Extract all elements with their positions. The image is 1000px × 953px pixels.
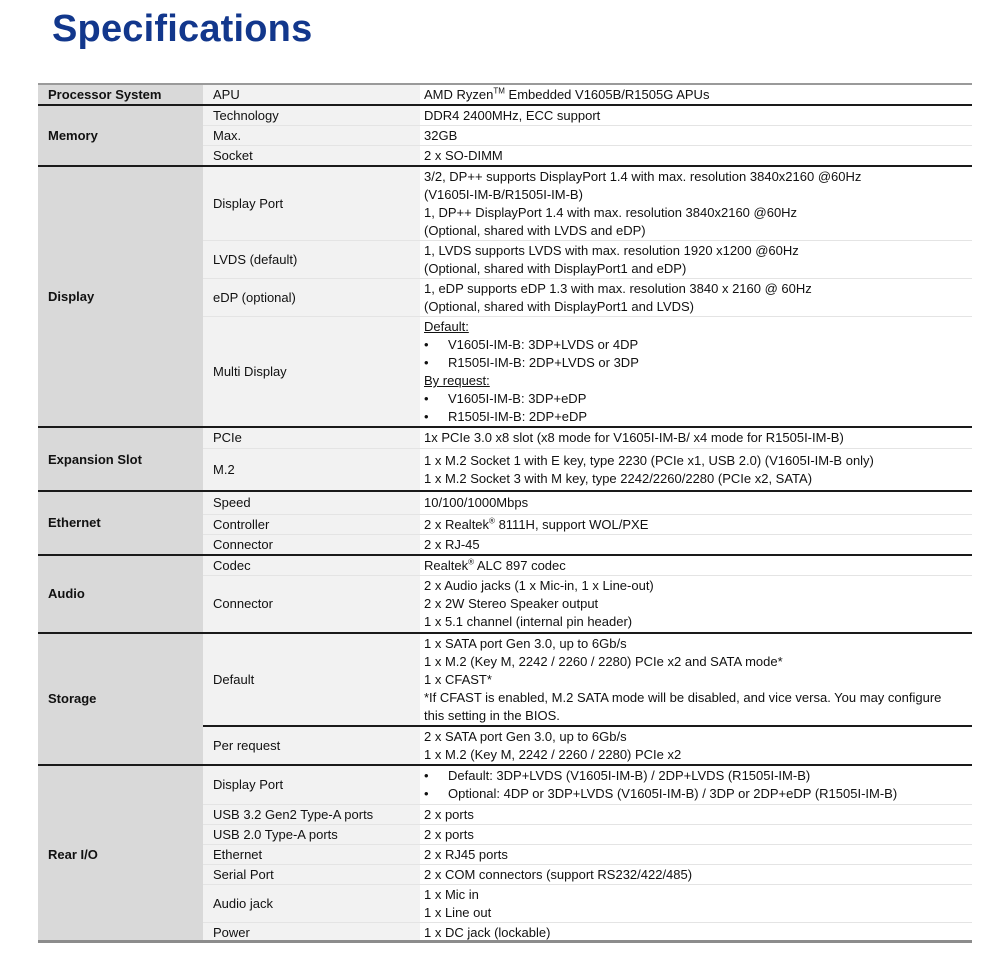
category-storage: Storage xyxy=(38,633,203,765)
bullet-icon: • xyxy=(424,355,429,370)
value-line: 2 x SATA port Gen 3.0, up to 6Gb/s xyxy=(424,728,627,744)
spec-value xyxy=(420,555,972,576)
value-line: 1 x CFAST* xyxy=(424,671,492,687)
spec-label-apu: APU xyxy=(203,84,420,105)
spec-label: USB 2.0 Type-A ports xyxy=(203,825,420,845)
value-line: 1, LVDS supports LVDS with max. resolution 1920 x1200 @60Hz xyxy=(424,243,799,258)
table-row-expansion-pcie xyxy=(38,427,972,448)
spec-value xyxy=(420,514,972,534)
value-line: 1, eDP supports eDP 1.3 with max. resolution 3840 x 2160 @ 60Hz xyxy=(424,281,812,296)
value-line: 1, DP++ DisplayPort 1.4 with max. resolution 3840x2160 @60Hz xyxy=(424,205,798,220)
spec-value: 32GB xyxy=(420,126,972,146)
value-line: 1 x Mic in xyxy=(424,887,479,902)
value-line: (Optional, shared with LVDS and eDP) xyxy=(424,223,646,238)
spec-label: Socket xyxy=(203,146,420,167)
spec-label: Technology xyxy=(203,105,420,126)
spec-value xyxy=(420,279,972,317)
spec-value: 10/100/1000Mbps xyxy=(420,491,972,514)
spec-label: PCIe xyxy=(203,427,420,448)
category-processor-system: Processor System xyxy=(38,84,203,105)
category-audio: Audio xyxy=(38,555,203,633)
spec-value: 2 x ports xyxy=(420,825,972,845)
bullet-text: V1605I-IM-B: 3DP+LVDS or 4DP xyxy=(448,337,639,352)
page-title: Specifications xyxy=(52,8,313,50)
value-text: Realtek xyxy=(424,557,469,573)
value-line: this setting in the BIOS. xyxy=(424,707,560,723)
bullet-text: V1605I-IM-B: 3DP+eDP xyxy=(448,391,587,406)
by-request-heading: By request: xyxy=(424,373,490,388)
category-display: Display xyxy=(38,166,203,427)
spec-label: eDP (optional) xyxy=(203,279,420,317)
spec-value xyxy=(420,885,972,923)
value-line: 2 x 2W Stereo Speaker output xyxy=(424,596,599,612)
table-row-display-port xyxy=(38,166,972,241)
bullet-item xyxy=(424,785,962,803)
value-text-rest: 8111H, support WOL/PXE xyxy=(494,516,649,532)
bullet-text: Default: 3DP+LVDS (V1605I-IM-B) / 2DP+LVDS (R1505I-IM-B) xyxy=(448,768,811,784)
bullet-text: R1505I-IM-B: 2DP+LVDS or 3DP xyxy=(448,355,639,370)
value-line: 3/2, DP++ supports DisplayPort 1.4 with max. resolution 3840x2160 @60Hz xyxy=(424,169,862,184)
spec-value: 1x PCIe 3.0 x8 slot (x8 mode for V1605I-IM-B/ x4 mode for R1505I-IM-B) xyxy=(420,427,972,448)
spec-label: Per request xyxy=(203,726,420,765)
spec-label: Controller xyxy=(203,514,420,534)
category-rear-io: Rear I/O xyxy=(38,765,203,943)
bullet-item xyxy=(424,390,962,408)
table-row-processor-apu xyxy=(38,84,972,105)
spec-value xyxy=(420,726,972,765)
value-line: 1 x 5.1 channel (internal pin header) xyxy=(424,614,633,630)
value-line: 1 x M.2 (Key M, 2242 / 2260 / 2280) PCIe x2 xyxy=(424,746,682,762)
value-line: 1 x M.2 (Key M, 2242 / 2260 / 2280) PCIe x2 and SATA mode* xyxy=(424,653,783,669)
spec-value xyxy=(420,241,972,279)
value-line: (Optional, shared with DisplayPort1 and eDP) xyxy=(424,261,687,276)
value-line: (Optional, shared with DisplayPort1 and LVDS) xyxy=(424,299,694,314)
default-heading: Default: xyxy=(424,319,469,334)
table-row-audio-codec xyxy=(38,555,972,576)
bullet-item xyxy=(424,767,962,785)
spec-value: 2 x COM connectors (support RS232/422/485) xyxy=(420,865,972,885)
spec-label: Display Port xyxy=(203,166,420,241)
bullet-item xyxy=(424,354,962,372)
bullet-icon: • xyxy=(424,409,429,424)
spec-label: Display Port xyxy=(203,765,420,805)
value-line: 2 x Audio jacks (1 x Mic-in, 1 x Line-out) xyxy=(424,578,654,594)
spec-value: 2 x RJ-45 xyxy=(420,534,972,555)
bullet-icon: • xyxy=(424,391,429,406)
bullet-icon: • xyxy=(424,337,429,352)
spec-value-apu xyxy=(420,84,972,105)
value-line: *If CFAST is enabled, M.2 SATA mode will be disabled, and vice versa. You may configure xyxy=(424,689,942,705)
spec-label: Power xyxy=(203,923,420,943)
spec-label: USB 3.2 Gen2 Type-A ports xyxy=(203,805,420,825)
table-row-ethernet-speed xyxy=(38,491,972,514)
table-row-rear-display-port xyxy=(38,765,972,805)
spec-value xyxy=(420,166,972,241)
spec-value: 2 x ports xyxy=(420,805,972,825)
value-text-rest: ALC 897 codec xyxy=(473,557,566,573)
spec-label: Serial Port xyxy=(203,865,420,885)
category-ethernet: Ethernet xyxy=(38,491,203,555)
value-line: 1 x Line out xyxy=(424,905,492,920)
spec-value: DDR4 2400MHz, ECC support xyxy=(420,105,972,126)
category-expansion-slot: Expansion Slot xyxy=(38,427,203,491)
bullet-text: R1505I-IM-B: 2DP+eDP xyxy=(448,409,588,424)
registered-mark: ® xyxy=(489,516,495,526)
spec-label: Max. xyxy=(203,126,420,146)
table-row-memory-technology xyxy=(38,105,972,126)
spec-value xyxy=(420,448,972,491)
apu-value-text-rest: Embedded V1605B/R1505G APUs xyxy=(504,87,710,102)
spec-value: 1 x DC jack (lockable) xyxy=(420,923,972,943)
spec-value xyxy=(420,317,972,428)
spec-label: Connector xyxy=(203,534,420,555)
spec-value: 2 x RJ45 ports xyxy=(420,845,972,865)
specifications-table xyxy=(38,83,972,943)
spec-label: Default xyxy=(203,633,420,726)
bullet-item xyxy=(424,408,962,426)
category-memory: Memory xyxy=(38,105,203,166)
trademark-mark: TM xyxy=(493,86,505,96)
registered-mark: ® xyxy=(468,557,474,567)
table-bottom-border xyxy=(38,940,972,943)
apu-value-text: AMD Ryzen xyxy=(424,87,494,102)
spec-label: M.2 xyxy=(203,448,420,491)
spec-value xyxy=(420,633,972,726)
spec-label: LVDS (default) xyxy=(203,241,420,279)
spec-value: 2 x SO-DIMM xyxy=(420,146,972,167)
bullet-item xyxy=(424,336,962,354)
spec-label: Multi Display xyxy=(203,317,420,428)
spec-value xyxy=(420,576,972,633)
value-line: 1 x M.2 Socket 1 with E key, type 2230 (PCIe x1, USB 2.0) (V1605I-IM-B only) xyxy=(424,452,874,468)
spec-label: Audio jack xyxy=(203,885,420,923)
table-row-storage-default xyxy=(38,633,972,726)
value-line: 1 x M.2 Socket 3 with M key, type 2242/2260/2280 (PCIe x2, SATA) xyxy=(424,470,813,486)
spec-label: Connector xyxy=(203,576,420,633)
spec-label: Speed xyxy=(203,491,420,514)
spec-label: Codec xyxy=(203,555,420,576)
bullet-icon: • xyxy=(424,786,429,802)
spec-label: Ethernet xyxy=(203,845,420,865)
spec-value xyxy=(420,765,972,805)
value-text: 2 x Realtek xyxy=(424,516,490,532)
bullet-text: Optional: 4DP or 3DP+LVDS (V1605I-IM-B) / 3DP or 2DP+eDP (R1505I-IM-B) xyxy=(448,786,898,802)
bullet-icon: • xyxy=(424,768,429,784)
value-line: 1 x SATA port Gen 3.0, up to 6Gb/s xyxy=(424,635,627,651)
value-line: (V1605I-IM-B/R1505I-IM-B) xyxy=(424,187,583,202)
